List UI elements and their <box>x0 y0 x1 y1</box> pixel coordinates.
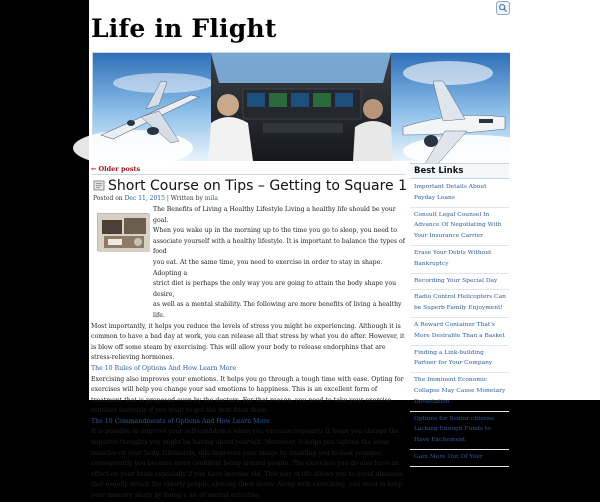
meta-prefix: Posted on <box>93 195 123 202</box>
sidebar-link[interactable]: Options for Senior citizens Lacking Enough Funds to Have Excitement <box>414 415 494 444</box>
inline-link[interactable]: The 10 Rules of Options And How Learn More <box>91 364 237 372</box>
sidebar-link[interactable]: The Imminent Economic Collapse May Cause Monetary Devastation <box>414 377 506 405</box>
sidebar-link-item[interactable] <box>410 246 509 274</box>
meta-mid: | Written by <box>166 195 203 202</box>
older-posts-label: Older posts <box>98 165 141 173</box>
sidebar-heading: Best Links <box>414 166 464 176</box>
sidebar-link-list <box>410 180 509 467</box>
intro-line: you eat. At the same time, you need to exercise in order to stay in shape. Adopting a <box>153 258 383 277</box>
sidebar-link[interactable]: Consult Legal Counsel In Advance Of Negotiating With Your Insurance Carrier <box>414 211 502 240</box>
document-icon <box>93 180 105 191</box>
sidebar-link-item[interactable] <box>410 318 509 346</box>
sidebar-heading-box <box>410 163 509 179</box>
post-title[interactable]: Short Course on Tips – Getting to Square 1 <box>108 178 408 194</box>
paragraph: Exercising also improves your emotions. It helps you go through a tough time with ease. Opting for exercises will help you change your sad emotions to happiness. This is an excellent form of treatment that is proposed even by the doctors. For that reason, you need to take your exercise routines seriously if you want to get the best from them. <box>91 375 404 415</box>
sidebar-link[interactable]: Recording Your Special Day <box>414 277 498 284</box>
post-meta <box>93 195 218 202</box>
external-link-icon[interactable] <box>496 1 510 15</box>
post-date-link[interactable]: Dec 11, 2015 <box>124 195 165 202</box>
sidebar-link[interactable]: Important Details About Payday Loans <box>414 184 487 201</box>
right-margin <box>511 0 600 400</box>
header-banner-image <box>92 52 509 160</box>
sidebar-link-item[interactable] <box>410 290 509 318</box>
inline-link[interactable]: The 10 Commandments of Options And How Learn More <box>91 417 270 425</box>
sidebar-link-item[interactable] <box>410 373 509 411</box>
intro-line: strict diet is perhaps the only way you are going to attain the body shape you desire, <box>153 280 397 298</box>
intro-line: associate yourself with a healthy lifestyle. It is important to balance the types of food <box>153 237 406 256</box>
intro-line: as well as a mental stability. The following are more benefits of living a healthy life. <box>153 301 402 319</box>
intro-line: When you wake up in the morning up to the time you go to sleep, you need to <box>153 227 398 235</box>
external-link-glyph <box>498 3 508 13</box>
sidebar-link-item[interactable] <box>410 412 509 450</box>
post-author-link[interactable]: mila <box>204 195 218 202</box>
paragraph: It is possible to improve your self-confidence when you exercise regularly. It helps you change the negative thoughts you might be having about yourself. Moreover, it helps you tighten the loose muscles on your body. Ultimately, this improves your image by enabling you to look younger; consequently you become more confident being around people. The exercises you do also have an effect on your brain especially if you have become old. This way of life allows you to avoid diseases that usually attack the elderly people, slowing them down. Along with exercising, you need to keep your memory sharp by doing a lot of mental activities. <box>91 428 403 500</box>
sidebar-link[interactable]: Gain More Out Of Your <box>414 453 483 460</box>
site-title[interactable]: Life in Flight <box>91 14 277 43</box>
sidebar-link-item[interactable] <box>410 450 509 467</box>
page-content <box>89 0 511 500</box>
sidebar-link-item[interactable] <box>410 346 509 374</box>
sidebar-link-item[interactable] <box>410 208 509 246</box>
divider <box>91 174 406 175</box>
sidebar-link[interactable]: Radio Control Helicopters Can be Superb Family Enjoyment! <box>414 294 506 312</box>
sidebar-link[interactable]: Erase Your Debts Without Bankruptcy <box>414 249 492 267</box>
post-body <box>91 205 407 502</box>
intro-line: The Benefits of Living a Healthy Lifestyle Living a healthy life should be your goal. <box>153 206 396 224</box>
left-arrow-icon: ← <box>91 165 97 173</box>
sidebar-link[interactable]: A Reward Container That's More Desirable Than a Basket <box>414 321 505 339</box>
sidebar-link-item[interactable] <box>410 180 509 208</box>
sidebar-link[interactable]: Finding a Link-building Partner for Your Company <box>414 349 493 367</box>
older-posts-link[interactable] <box>91 165 140 173</box>
paragraph: Most importantly, it helps you reduce the levels of stress you might be experiencing. Although it is common to have a bad day at work, you can release all that stress by what you do after. However, it is blow off some steam by exercising. This will allow your body to release endorphins that are stress-relieving hormones. <box>91 322 405 362</box>
sidebar <box>410 160 509 460</box>
sidebar-link-item[interactable] <box>410 274 509 291</box>
